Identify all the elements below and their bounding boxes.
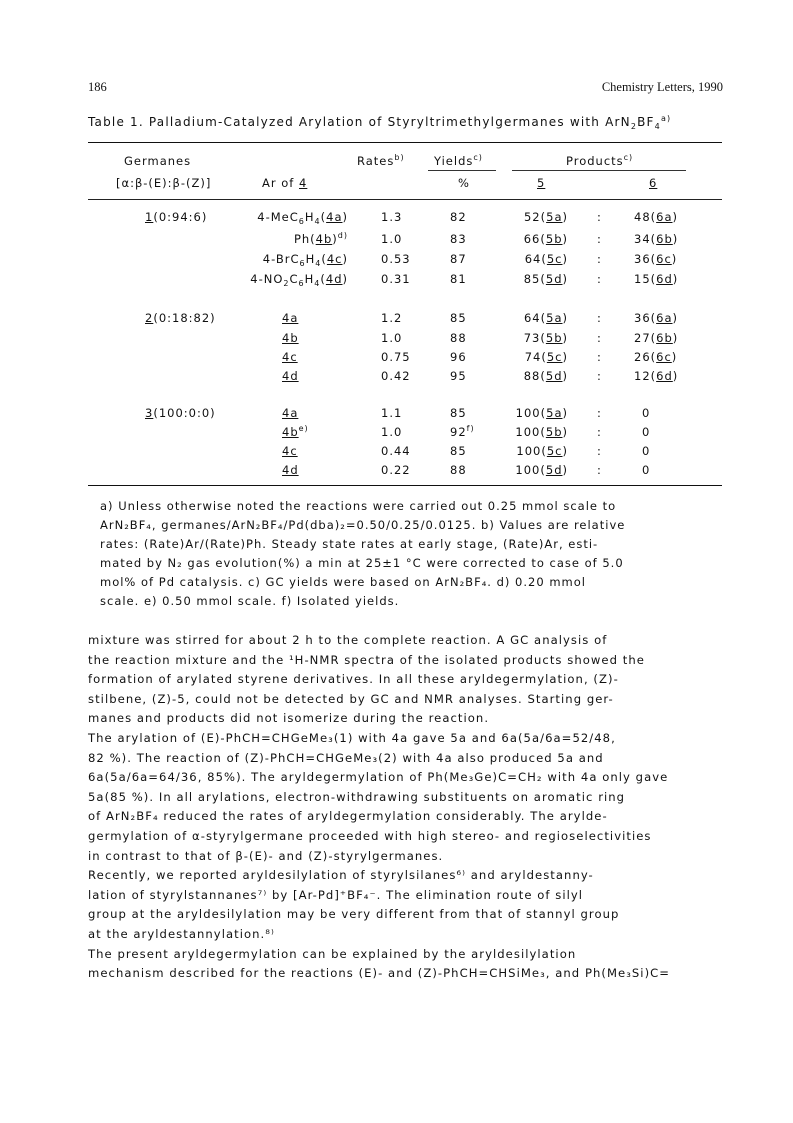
ar-formula: H	[305, 252, 316, 266]
product-6-cell: 15(6d)	[634, 272, 679, 286]
yield-footnote-mark: f)	[466, 424, 475, 433]
ar-paren: )	[342, 252, 348, 266]
ar-paren: (	[320, 210, 327, 224]
ar-cell	[282, 350, 298, 364]
product-6-code: 6d	[656, 272, 673, 286]
yield-cell	[450, 369, 467, 383]
yield-value: 85	[450, 311, 467, 325]
germane-cell	[145, 210, 207, 224]
product-5-cell: 100(5c)	[516, 444, 568, 458]
product-5-value: 52	[523, 210, 541, 224]
body-line: The present aryldegermylation can be explained by the aryldesilylation	[88, 946, 577, 961]
footnote-line: ArN₂BF₄, germanes/ArN₂BF₄/Pd(dba)₂=0.50/0.25/0.0125. b) Values are relative	[100, 518, 626, 532]
table-caption: Table 1. Palladium-Catalyzed Arylation of Styryltrimethylgermanes with $ArN_2BF_4^{a)}$	[88, 114, 672, 131]
rate-cell: 1.0	[381, 232, 403, 246]
ar-footnote-mark: d)	[337, 231, 348, 240]
product-6-value: 36	[634, 252, 651, 266]
product-5-value: 64	[524, 252, 542, 266]
body-line: stilbene, (Z)-5, could not be detected by GC and NMR analyses. Starting ger-	[88, 691, 614, 706]
footnote-line: a) Unless otherwise noted the reactions were carried out 0.25 mmol scale to	[100, 499, 617, 513]
ar-cell	[294, 232, 348, 246]
table-footnotes	[100, 497, 690, 611]
germane-number: 1	[145, 210, 154, 224]
ratio-colon: :	[597, 210, 602, 224]
ar-paren: (	[310, 232, 316, 246]
yield-value: 88	[450, 463, 467, 477]
product-5-code: 5a	[546, 311, 563, 325]
ar-formula: H	[304, 210, 315, 224]
yield-cell	[450, 350, 467, 364]
yield-cell	[450, 463, 467, 477]
product-6-value: 48	[634, 210, 651, 224]
germane-ratio: (0:94:6)	[153, 210, 208, 224]
product-5-cell: 100(5d)	[515, 463, 568, 477]
product-5-code: 5a	[546, 406, 563, 420]
product-6-cell: 36(6c)	[634, 252, 678, 266]
col-ar-of: Ar of 4	[262, 176, 308, 190]
body-line: formation of arylated styrene derivatives. In all these aryldegermylation, (Z)-	[88, 672, 619, 687]
yield-value: 87	[450, 252, 467, 266]
col-products: Products$^{c)}$	[566, 153, 634, 168]
footnote-line: mol% of Pd catalysis. c) GC yields were based on ArN₂BF₄. d) 0.20 mmol	[100, 575, 586, 589]
ar-paren: )	[332, 232, 338, 246]
product-5-value: 74	[524, 350, 542, 364]
body-line: mechanism described for the reactions (E)- and (Z)-PhCH=CHSiMe₃, and Ph(Me₃Si)C=	[88, 966, 671, 981]
table-top-rule	[88, 142, 722, 143]
ar-cell	[263, 252, 348, 266]
ratio-colon: :	[597, 425, 602, 439]
rate-cell: 1.3	[381, 210, 403, 224]
product-6-code: 6c	[656, 350, 672, 364]
yield-value: 88	[450, 331, 467, 345]
product-6-cell	[642, 463, 650, 477]
ar-cell	[282, 331, 299, 345]
page-number: 186	[88, 80, 107, 94]
product-5-value: 85	[523, 272, 541, 286]
body-line: of ArN₂BF₄ reduced the rates of aryldegermylation considerably. The arylde-	[88, 809, 608, 824]
ar-code: 4a	[326, 210, 343, 224]
product-5-code: 5b	[545, 425, 563, 439]
yield-value: 96	[450, 350, 467, 364]
ar-paren: (	[320, 272, 326, 286]
product-5-cell: 74(5c)	[524, 350, 568, 364]
body-line: at the aryldestannylation.⁸⁾	[88, 926, 275, 941]
ar-formula: H	[304, 272, 315, 286]
ar-cell	[282, 406, 298, 420]
body-line: in contrast to that of β-(E)- and (Z)-styrylgermanes.	[88, 848, 444, 863]
yield-value: 92	[450, 425, 467, 439]
germane-cell	[145, 406, 216, 420]
ar-cell	[282, 444, 298, 458]
ar-subscript: 6	[299, 259, 306, 268]
ar-formula: C	[289, 272, 299, 286]
product-6-value: 0	[642, 444, 651, 458]
footnote-line: mated by N₂ gas evolution(%) a min at 25±1 °C were corrected to case of 5.0	[100, 556, 624, 570]
ratio-colon: :	[597, 406, 602, 420]
yield-value: 81	[450, 272, 467, 286]
table-row	[0, 311, 793, 333]
product-5-cell: 100(5b)	[515, 425, 568, 439]
journal-title: Chemistry Letters, 1990	[601, 80, 723, 94]
product-6-value: 34	[634, 232, 651, 246]
ar-code: 4c	[326, 252, 343, 266]
ar-cell	[282, 311, 298, 325]
body-line: Recently, we reported aryldesilylation of styrylsilanes⁶⁾ and aryldestanny-	[88, 868, 594, 883]
ar-code: 4a	[282, 311, 299, 325]
ar-cell	[282, 369, 299, 383]
yield-cell	[450, 210, 467, 224]
body-line: mixture was stirred for about 2 h to the complete reaction. A GC analysis of	[88, 633, 608, 647]
yield-cell	[450, 252, 467, 266]
product-6-value: 0	[642, 425, 651, 439]
product-6-cell	[642, 425, 650, 439]
ar-code: 4d	[282, 369, 299, 383]
product-6-value: 26	[634, 350, 651, 364]
ratio-colon: :	[597, 311, 602, 325]
ratio-colon: :	[597, 444, 602, 458]
product-5-code: 5c	[546, 350, 563, 364]
rate-cell: 1.0	[381, 425, 403, 439]
ar-footnote-mark: e)	[298, 424, 309, 433]
ar-cell	[250, 272, 348, 286]
germane-number: 2	[145, 311, 154, 325]
ratio-colon: :	[597, 252, 602, 266]
col-yields: Yields$^{c)}$	[434, 153, 483, 168]
product-5-code: 5b	[545, 331, 563, 345]
product-5-value: 100	[515, 425, 541, 439]
table-row	[0, 210, 793, 232]
ratio-colon: :	[597, 331, 602, 345]
table-row	[0, 252, 793, 274]
rate-cell: 0.75	[381, 350, 411, 364]
product-5-value: 100	[516, 444, 542, 458]
yield-cell	[450, 444, 467, 458]
yield-cell	[450, 425, 475, 439]
germane-ratio: (0:18:82)	[153, 311, 216, 325]
yield-value: 95	[450, 369, 467, 383]
ar-code: 4b	[282, 331, 299, 345]
product-6-cell	[642, 406, 650, 420]
product-6-value: 27	[634, 331, 651, 345]
yield-cell	[450, 406, 467, 420]
ar-subscript: 4	[314, 279, 321, 288]
product-6-cell: 36(6a)	[634, 311, 679, 325]
product-5-code: 5c	[546, 444, 563, 458]
ratio-colon: :	[597, 463, 602, 477]
product-5-value: 100	[515, 406, 541, 420]
product-5-code: 5d	[545, 369, 563, 383]
product-6-code: 6c	[656, 252, 672, 266]
product-6-cell: 27(6b)	[634, 331, 679, 345]
ar-subscript: 4	[315, 259, 322, 268]
yield-value: 85	[450, 444, 467, 458]
ar-subscript: 4	[314, 217, 321, 226]
product-5-value: 88	[523, 369, 541, 383]
ar-cell	[282, 425, 309, 439]
col-germanes: Germanes	[124, 154, 192, 168]
product-5-cell: 73(5b)	[523, 331, 568, 345]
table-row	[0, 369, 793, 391]
product-5-cell: 66(5b)	[523, 232, 568, 246]
ar-code: 4b	[282, 425, 299, 439]
ar-cell	[282, 463, 299, 477]
product-5-cell: 64(5c)	[524, 252, 568, 266]
product-6-code: 6b	[656, 232, 673, 246]
body-line: 6a(5a/6a=64/36, 85%). The aryldegermylation of Ph(Me₃Ge)C=CH₂ with 4a only gave	[88, 770, 669, 785]
footnote-line: scale. e) 0.50 mmol scale. f) Isolated yields.	[100, 594, 400, 608]
rate-cell: 0.44	[381, 444, 411, 458]
product-5-cell: 88(5d)	[523, 369, 568, 383]
yield-cell	[450, 272, 467, 286]
yield-cell	[450, 232, 467, 246]
yield-cell	[450, 331, 467, 345]
ratio-colon: :	[597, 272, 602, 286]
product-6-cell	[642, 444, 650, 458]
rate-cell: 1.1	[381, 406, 403, 420]
body-line: the reaction mixture and the ¹H-NMR spectra of the isolated products showed the	[88, 652, 645, 667]
table-header-rule	[88, 199, 722, 200]
product-6-cell: 48(6a)	[634, 210, 679, 224]
ar-code: 4c	[282, 444, 298, 458]
body-line: 5a(85 %). In all arylations, electron-withdrawing substituents on aromatic ring	[88, 789, 626, 804]
product-5-cell: 64(5a)	[523, 311, 568, 325]
germane-ratio: (100:0:0)	[153, 406, 216, 420]
ar-subscript: 2	[283, 279, 290, 288]
ratio-colon: :	[597, 369, 602, 383]
product-6-value: 12	[634, 369, 651, 383]
product-6-code: 6d	[656, 369, 673, 383]
ar-subscript: 6	[298, 217, 305, 226]
col-rates: Rates$^{b)}$	[357, 153, 405, 168]
col-product-5: 5	[537, 176, 546, 190]
product-6-value: 0	[642, 463, 651, 477]
products-underline	[512, 170, 686, 171]
product-5-value: 73	[523, 331, 541, 345]
product-6-code: 6b	[656, 331, 673, 345]
product-6-value: 15	[634, 272, 651, 286]
yield-cell	[450, 311, 467, 325]
product-6-value: 0	[642, 406, 651, 420]
ar-code: 4d	[282, 463, 299, 477]
ratio-colon: :	[597, 350, 602, 364]
table-bottom-rule	[88, 485, 722, 486]
body-line: germylation of α-styrylgermane proceeded with high stereo- and regioselectivities	[88, 828, 652, 843]
product-5-cell: 85(5d)	[523, 272, 568, 286]
product-5-value: 64	[523, 311, 541, 325]
body-text	[88, 631, 708, 984]
yield-value: 82	[450, 210, 467, 224]
germane-number: 3	[145, 406, 154, 420]
product-6-cell: 34(6b)	[634, 232, 679, 246]
product-5-code: 5b	[545, 232, 563, 246]
col-ratio: [α:β-(E):β-(Z)]	[116, 176, 212, 190]
rate-cell: 0.22	[381, 463, 411, 477]
ar-code: 4d	[325, 272, 343, 286]
germane-cell	[145, 311, 216, 325]
rate-cell: 1.0	[381, 331, 403, 345]
product-5-cell: 52(5a)	[523, 210, 568, 224]
product-5-code: 5d	[545, 272, 563, 286]
product-5-cell: 100(5a)	[515, 406, 568, 420]
product-5-value: 100	[515, 463, 541, 477]
ar-formula: 4-NO	[250, 272, 284, 286]
product-6-code: 6a	[656, 210, 673, 224]
footnote-line: rates: (Rate)Ar/(Rate)Ph. Steady state rates at early stage, (Rate)Ar, esti-	[100, 537, 599, 551]
product-6-value: 36	[634, 311, 651, 325]
ar-cell	[257, 210, 348, 224]
rate-cell: 0.42	[381, 369, 411, 383]
rate-cell: 0.31	[381, 272, 411, 286]
ar-paren: )	[342, 210, 348, 224]
body-line: The arylation of (E)-PhCH=CHGeMe₃(1) with 4a gave 5a and 6a(5a/6a=52/48,	[88, 730, 616, 745]
col-percent: %	[458, 176, 470, 190]
body-line: group at the aryldesilylation may be very different from that of stannyl group	[88, 907, 620, 922]
yield-value: 85	[450, 406, 467, 420]
table-row	[0, 463, 793, 485]
product-6-cell: 26(6c)	[634, 350, 678, 364]
ar-code: 4a	[282, 406, 299, 420]
ar-paren: )	[342, 272, 348, 286]
table-row	[0, 272, 793, 294]
ratio-colon: :	[597, 232, 602, 246]
rate-cell: 0.53	[381, 252, 411, 266]
product-6-cell: 12(6d)	[634, 369, 679, 383]
ar-formula: 4-BrC	[262, 252, 300, 266]
table-row	[0, 232, 793, 254]
yields-underline	[428, 170, 496, 171]
ar-code: 4c	[282, 350, 298, 364]
ar-subscript: 6	[298, 279, 305, 288]
yield-value: 83	[450, 232, 467, 246]
ar-formula: 4-MeC	[257, 210, 299, 224]
product-5-code: 5d	[545, 463, 563, 477]
col-product-6: 6	[649, 176, 658, 190]
product-5-code: 5c	[546, 252, 563, 266]
ar-code: 4b	[315, 232, 333, 246]
ar-formula: Ph	[293, 232, 311, 246]
body-line: manes and products did not isomerize during the reaction.	[88, 711, 490, 726]
product-6-code: 6a	[656, 311, 673, 325]
body-line: 82 %). The reaction of (Z)-PhCH=CHGeMe₃(2) with 4a also produced 5a and	[88, 750, 604, 765]
product-5-code: 5a	[546, 210, 563, 224]
ar-paren: (	[321, 252, 327, 266]
product-5-value: 66	[523, 232, 541, 246]
body-line: lation of styrylstannanes⁷⁾ by [Ar-Pd]⁺BF₄⁻. The elimination route of silyl	[88, 887, 584, 902]
rate-cell: 1.2	[381, 311, 403, 325]
